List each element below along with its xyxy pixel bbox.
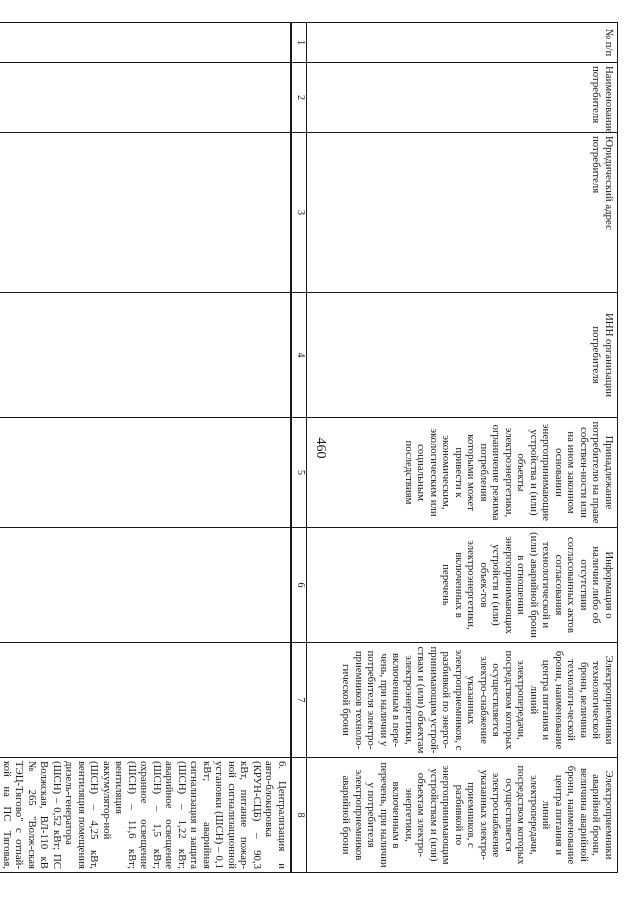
column-number: 7	[291, 643, 307, 758]
table-cell	[0, 528, 291, 643]
header-cell: Электроприемники аварийной брони, величина аварийной брони, наименование центра питания и линий электропередачи, посредством которых осуществляется электроснабжение указанных электро-приемников, с разбивкой по энергопринимающим устройствам и (или) объектам электро-энергетики, включенным в перечень, при наличии у потребителя электроприемников аварийной брони	[307, 758, 618, 873]
column-number: 4	[291, 293, 307, 418]
table-cell	[0, 293, 291, 418]
column-number: 5	[291, 418, 307, 528]
column-number: 1	[291, 23, 307, 63]
page-number: 460	[313, 437, 328, 459]
header-cell: Юридический адрес потребителя	[307, 133, 618, 293]
column-number-row	[291, 23, 307, 873]
header-cell: Информация о наличии либо об отсутствии согласованных актов согласования технологической и (или) аварийной брони в отношении энергопринимающих устройств и (или) объек-тов электроэнергетики, включенных в перечень	[307, 528, 618, 643]
document-body	[0, 22, 618, 872]
header-cell: № п/п	[307, 23, 618, 63]
column-number: 6	[291, 528, 307, 643]
table-cell	[0, 418, 291, 528]
column-number: 8	[291, 758, 307, 873]
table-cell	[0, 23, 291, 63]
table-cell: 6. Централизация и авто-блокировка (КРУН-СЦБ) – 90,3 кВт, питание пожар-ной сигнализационной установки (ШСН) – 0,1 кВт; аварийная сигнализация и защита (ШСН) – 1,22 кВт; аварийное освещение (ШСН) – 1,5 кВт; охранное освещение (ШСН) – 11,6 кВт; вентиляция аккумулятор-ной (ШСН) – 4,25 кВт, вентиляция помещения дизель-генератора (ШСН) – 0,52 кВт; ПС Волжская, ВЛ-110 кВ № 265 "Волж-ская ТЭЦ-Тягово" с отпай-кой на ПС Тяговая,	[0, 758, 291, 873]
header-row	[307, 23, 618, 873]
header-cell: ИНН организации потребителя	[307, 293, 618, 418]
header-cell: Принадлежание потребителю на праве собствен-ности или на ином законном основании энергопринимающие устройства и (или) объекты электроэнергетики, ограничение режима потребления которыми может привести к экономическим, экологическим или социальным последствиям	[307, 418, 618, 528]
table-row	[0, 23, 291, 873]
column-number: 2	[291, 63, 307, 133]
table-cell	[0, 643, 291, 758]
table-cell	[0, 63, 291, 133]
header-cell: Наименование потребителя	[307, 63, 618, 133]
column-number: 3	[291, 133, 307, 293]
consumer-table	[0, 22, 618, 873]
header-cell: Электроприемники технологической брони, величина технологи-ческой брони, наименование центра питания и линий электропередачи, посредством которых осуществляется электро-снабжение указанных электроприемников, с разбивкой по энерго-принимающим устрой-ствам и (или) объектам электроэнергетики, включенным в пере-чень, при наличии у потребителя электро-приемников техноло-гической брони	[307, 643, 618, 758]
table-cell	[0, 133, 291, 293]
